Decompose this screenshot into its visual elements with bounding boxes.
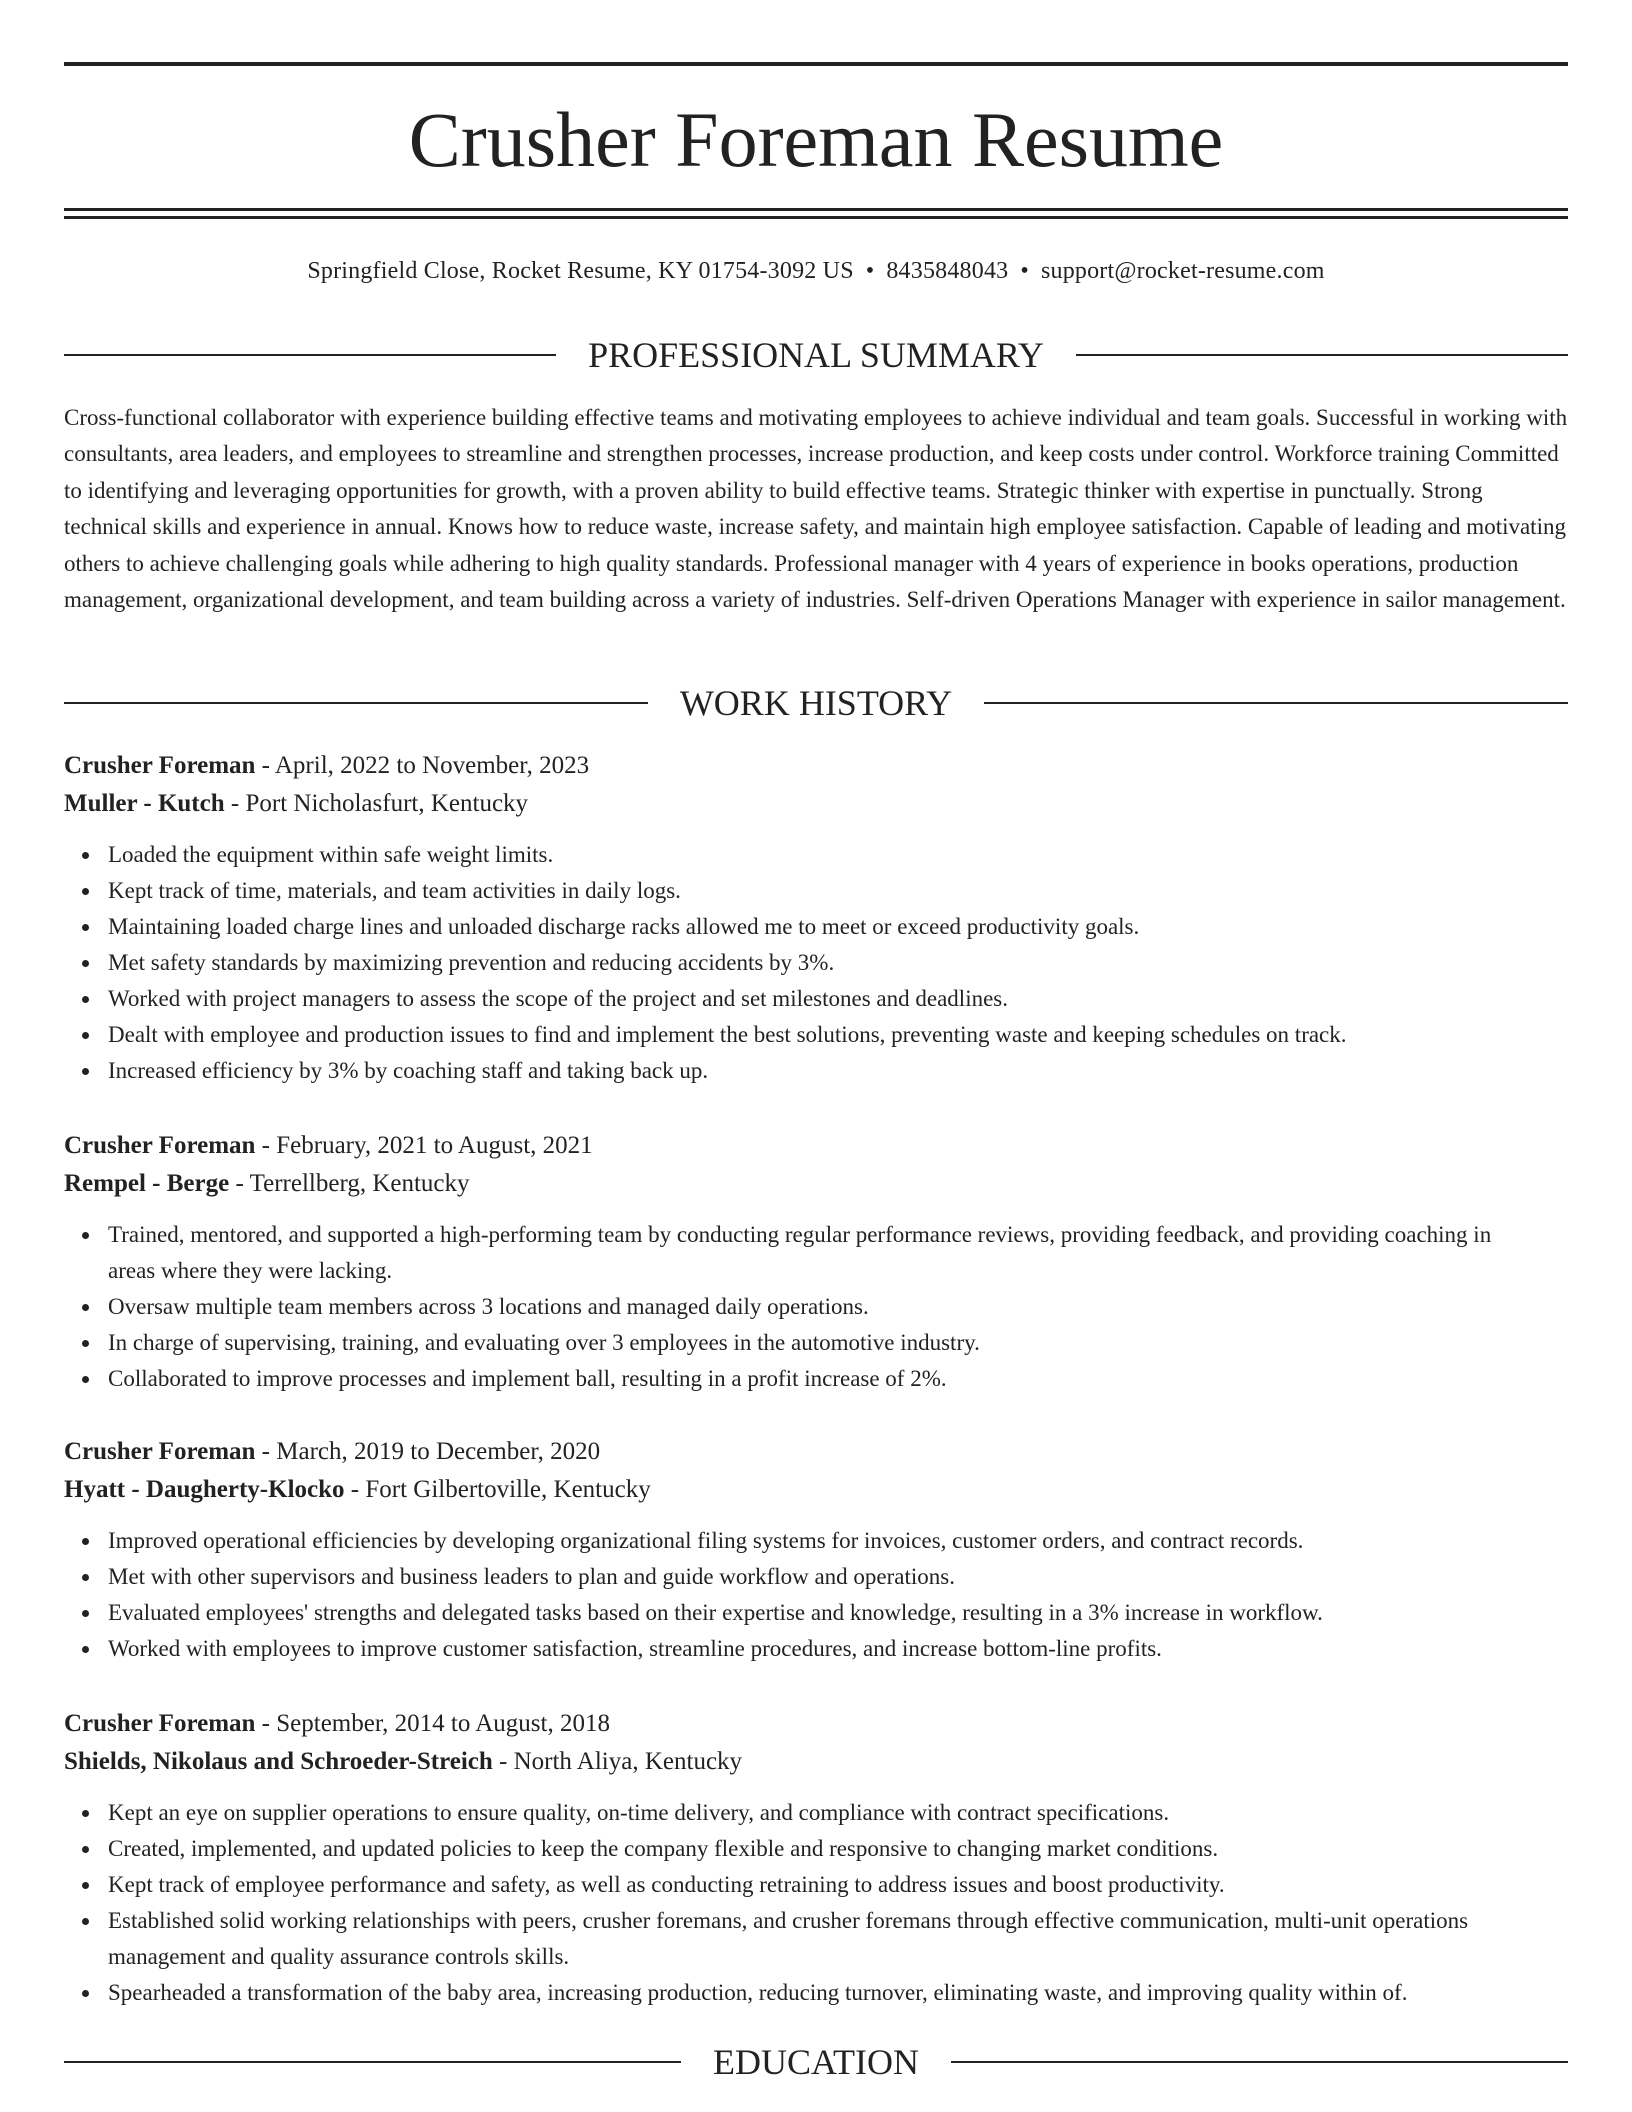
job-company-line — [64, 1165, 1568, 1203]
job-dates: - September, 2014 to August, 2018 — [255, 1710, 610, 1737]
list-item: In charge of supervising, training, and evaluating over 3 employees in the automotive industry. — [108, 1325, 1568, 1361]
job-dates: - March, 2019 to December, 2020 — [255, 1438, 601, 1465]
heading-rule — [951, 2061, 1568, 2063]
title-rule-lower — [64, 216, 1568, 219]
job-entry — [64, 1127, 1568, 1397]
job-company: Shields, Nikolaus and Schroeder-Streich — [64, 1748, 493, 1775]
job-company: Hyatt - Daugherty-Klocko — [64, 1476, 345, 1503]
contact-separator: • — [1020, 258, 1029, 284]
job-bullets — [64, 837, 1568, 1089]
title-rule-upper — [64, 208, 1568, 211]
heading-rule — [64, 2061, 681, 2063]
job-entry — [64, 1433, 1568, 1667]
job-dates: - February, 2021 to August, 2021 — [255, 1132, 593, 1159]
job-title-line — [64, 1127, 1568, 1165]
contact-phone: 8435848043 — [886, 258, 1009, 284]
work-history-heading — [64, 681, 1568, 725]
list-item: Kept an eye on supplier operations to ensure quality, on-time delivery, and compliance with contract specifications. — [108, 1795, 1568, 1831]
list-item: Created, implemented, and updated policies to keep the company flexible and responsive to changing market conditions. — [108, 1831, 1568, 1867]
education-heading — [64, 2040, 1568, 2084]
job-title: Crusher Foreman — [64, 1438, 256, 1465]
list-item: Improved operational efficiencies by developing organizational filing systems for invoices, customer orders, and contract records. — [108, 1523, 1568, 1559]
contact-line — [64, 254, 1568, 288]
job-company-line — [64, 785, 1568, 823]
heading-rule — [1076, 354, 1568, 356]
contact-separator: • — [865, 258, 875, 284]
list-item: Loaded the equipment within safe weight limits. — [108, 837, 1568, 873]
job-company-line — [64, 1743, 1568, 1781]
heading-rule — [64, 354, 556, 356]
heading-rule — [64, 702, 648, 704]
work-history-heading-label: WORK HISTORY — [679, 683, 953, 723]
job-title-line — [64, 747, 1568, 785]
list-item: Maintaining loaded charge lines and unloaded discharge racks allowed me to meet or exceed productivity goals. — [108, 909, 1568, 945]
job-bullets — [64, 1523, 1568, 1667]
job-title: Crusher Foreman — [64, 1132, 256, 1159]
job-location: - Port Nicholasfurt, Kentucky — [224, 790, 529, 817]
job-entry — [64, 747, 1568, 1089]
job-dates: - April, 2022 to November, 2023 — [255, 752, 590, 779]
top-rule — [64, 62, 1568, 66]
education-heading-label: EDUCATION — [713, 2042, 919, 2082]
job-title: Crusher Foreman — [64, 1710, 256, 1737]
list-item: Met safety standards by maximizing prevention and reducing accidents by 3%. — [108, 945, 1568, 981]
list-item: Trained, mentored, and supported a high-performing team by conducting regular performance reviews, providing feedback, and providing coaching in areas where they were lacking. — [108, 1217, 1568, 1289]
job-title-line — [64, 1705, 1568, 1743]
list-item: Kept track of time, materials, and team activities in daily logs. — [108, 873, 1568, 909]
job-title: Crusher Foreman — [64, 752, 256, 779]
list-item: Collaborated to improve processes and implement ball, resulting in a profit increase of 2%. — [108, 1361, 1568, 1397]
job-title-line — [64, 1433, 1568, 1471]
page-title: Crusher Foreman Resume — [408, 96, 1224, 183]
contact-email: support@rocket-resume.com — [1040, 258, 1325, 284]
job-company-line — [64, 1471, 1568, 1509]
job-entry — [64, 1705, 1568, 2011]
job-bullets — [64, 1217, 1568, 1397]
list-item: Increased efficiency by 3% by coaching staff and taking back up. — [108, 1053, 1568, 1089]
job-location: - Fort Gilbertoville, Kentucky — [344, 1476, 651, 1503]
list-item: Evaluated employees' strengths and delegated tasks based on their expertise and knowledge, resulting in a 3% increase in workflow. — [108, 1595, 1568, 1631]
summary-heading — [64, 333, 1568, 377]
summary-heading-label: PROFESSIONAL SUMMARY — [588, 335, 1044, 375]
job-location: - Terrellberg, Kentucky — [229, 1170, 470, 1197]
list-item: Worked with project managers to assess the scope of the project and set milestones and deadlines. — [108, 981, 1568, 1017]
list-item: Kept track of employee performance and safety, as well as conducting retraining to address issues and boost productivity. — [108, 1867, 1568, 1903]
contact-address: Springfield Close, Rocket Resume, KY 01754-3092 US — [307, 258, 854, 284]
list-item: Dealt with employee and production issues to find and implement the best solutions, preventing waste and keeping schedules on track. — [108, 1017, 1568, 1053]
list-item: Worked with employees to improve customer satisfaction, streamline procedures, and increase bottom-line profits. — [108, 1631, 1568, 1667]
heading-rule — [984, 702, 1568, 704]
list-item: Spearheaded a transformation of the baby area, increasing production, reducing turnover, eliminating waste, and improving quality within of. — [108, 1975, 1568, 2011]
job-location: - North Aliya, Kentucky — [492, 1748, 743, 1775]
list-item: Met with other supervisors and business leaders to plan and guide workflow and operations. — [108, 1559, 1568, 1595]
job-bullets — [64, 1795, 1568, 2011]
list-item: Established solid working relationships with peers, crusher foremans, and crusher foremans through effective communication, multi-unit operations management and quality assurance controls skills. — [108, 1903, 1568, 1975]
job-company: Muller - Kutch — [64, 790, 225, 817]
list-item: Oversaw multiple team members across 3 locations and managed daily operations. — [108, 1289, 1568, 1325]
job-company: Rempel - Berge — [64, 1170, 230, 1197]
summary-text: Cross-functional collaborator with experience building effective teams and motivating employees to achieve individual and team goals. Successful in working with consultants, area leaders, and employees to streamline and strengthen processes, increase production, and keep costs under control. Workforce training Committed to identifying and leveraging opportunities for growth, with a proven ability to build effective teams. Strategic thinker with expertise in punctually. Strong technical skills and experience in annual. Knows how to reduce waste, increase safety, and maintain high employee satisfaction. Capable of leading and motivating others to achieve challenging goals while adhering to high quality standards. Professional manager with 4 years of experience in books operations, production management, organizational development, and team building across a variety of industries. Self-driven Operations Manager with experience in sailor management. — [64, 405, 1568, 613]
